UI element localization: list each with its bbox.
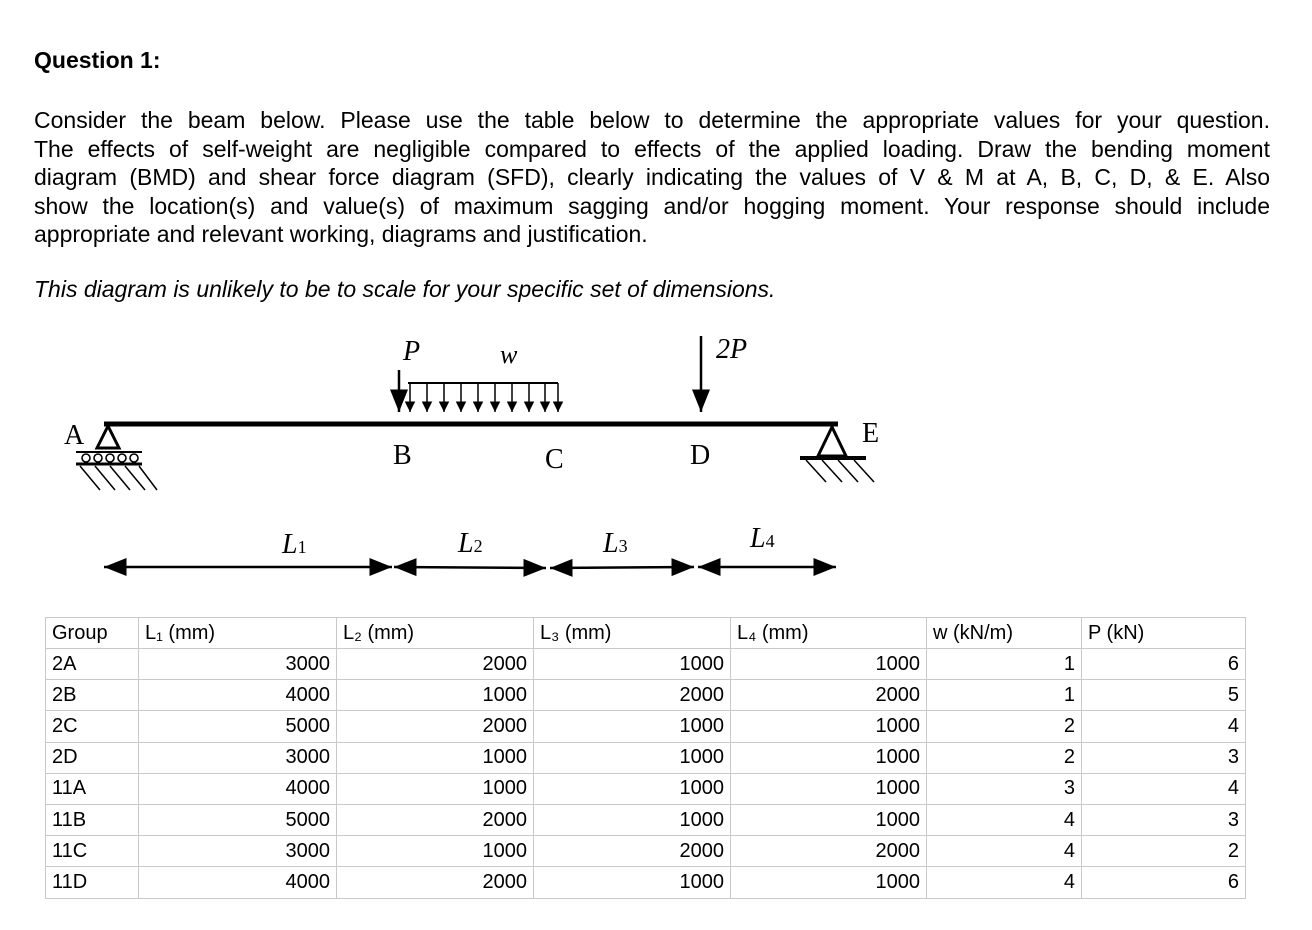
table-cell: 3 (1082, 804, 1246, 835)
parameters-table (45, 617, 1246, 899)
length-label-l4: L4 (750, 523, 775, 554)
table-row (46, 649, 1246, 680)
table-cell: 2B (46, 680, 139, 711)
point-label-a: A (64, 420, 85, 451)
table-cell: 11C (46, 836, 139, 867)
table-cell: 1000 (731, 649, 927, 680)
table-cell: 2 (927, 711, 1082, 742)
point-label-b: B (393, 440, 412, 471)
point-label-d: D (690, 440, 711, 471)
column-header: P (kN) (1082, 618, 1246, 649)
table-cell: 1000 (337, 773, 534, 804)
table-cell: 4 (927, 804, 1082, 835)
column-header: L₄ (mm) (731, 618, 927, 649)
beam-diagram (0, 330, 1312, 600)
column-header: L₂ (mm) (337, 618, 534, 649)
instructions-paragraph (34, 106, 1270, 249)
table-cell: 1000 (337, 680, 534, 711)
instructions-line: The effects of self-weight are negligible compared to effects of the applied loading. Draw the bending moment (34, 135, 1270, 162)
table-cell: 1000 (337, 836, 534, 867)
table-cell: 2000 (534, 836, 731, 867)
load-label-p: P (403, 336, 421, 367)
question-title: Question 1: (34, 47, 161, 73)
table-cell: 1000 (337, 742, 534, 773)
point-label-e: E (862, 418, 880, 449)
table-cell: 2000 (337, 649, 534, 680)
table-cell: 4 (927, 867, 1082, 898)
table-cell: 1000 (534, 711, 731, 742)
table-cell: 3 (927, 773, 1082, 804)
table-cell: 1000 (534, 867, 731, 898)
table-cell: 4000 (139, 680, 337, 711)
table-cell: 3 (1082, 742, 1246, 773)
table-cell: 6 (1082, 649, 1246, 680)
table-cell: 3000 (139, 649, 337, 680)
table-header-row (46, 618, 1246, 649)
table-cell: 4000 (139, 867, 337, 898)
table-cell: 2000 (534, 680, 731, 711)
table-row (46, 867, 1246, 898)
table-cell: 1000 (534, 742, 731, 773)
table-cell: 5 (1082, 680, 1246, 711)
roller-support-a (76, 426, 157, 490)
table-cell: 1000 (534, 649, 731, 680)
table-cell: 2A (46, 649, 139, 680)
table-cell: 2 (1082, 836, 1246, 867)
table-cell: 2000 (731, 680, 927, 711)
table-cell: 2D (46, 742, 139, 773)
table-cell: 4 (1082, 711, 1246, 742)
distributed-load-w (408, 383, 558, 412)
instructions-line: Consider the beam below. Please use the table below to determine the appropriate values for your question. (34, 107, 1270, 133)
table-row (46, 773, 1246, 804)
table-row (46, 711, 1246, 742)
table-row (46, 804, 1246, 835)
table-cell: 6 (1082, 867, 1246, 898)
instructions-line: diagram (BMD) and shear force diagram (SFD), clearly indicating the values of V & M at A, B, C, D, & E. Also (34, 164, 1270, 190)
load-label-2p: 2P (716, 334, 748, 365)
table-row (46, 836, 1246, 867)
length-label-l2: L2 (458, 528, 483, 559)
length-label-l3: L3 (603, 528, 628, 559)
column-header: w (kN/m) (927, 618, 1082, 649)
table-cell: 11A (46, 773, 139, 804)
table-cell: 2000 (731, 836, 927, 867)
table-cell: 1000 (731, 711, 927, 742)
table-cell: 3000 (139, 836, 337, 867)
table-cell: 2000 (337, 867, 534, 898)
instructions-line: appropriate and relevant working, diagrams and justification. (34, 221, 648, 247)
table-cell: 5000 (139, 711, 337, 742)
table-cell: 4 (927, 836, 1082, 867)
load-label-w: w (500, 340, 518, 369)
dimension-arrow-l3 (550, 567, 694, 568)
table-cell: 5000 (139, 804, 337, 835)
table-cell: 11D (46, 867, 139, 898)
dimension-arrow-l2 (394, 567, 546, 568)
table-cell: 1 (927, 649, 1082, 680)
column-header: L₁ (mm) (139, 618, 337, 649)
table-cell: 1 (927, 680, 1082, 711)
table-row (46, 680, 1246, 711)
table-cell: 1000 (534, 804, 731, 835)
column-header: Group (46, 618, 139, 649)
scale-note: This diagram is unlikely to be to scale for your specific set of dimensions. (34, 276, 776, 302)
table-cell: 1000 (731, 742, 927, 773)
point-label-c: C (545, 444, 564, 475)
table-cell: 1000 (731, 804, 927, 835)
instructions-line: show the location(s) and value(s) of maximum sagging and/or hogging moment. Your response should include (34, 192, 1270, 219)
table-row (46, 742, 1246, 773)
table-cell: 1000 (731, 773, 927, 804)
table-cell: 4 (1082, 773, 1246, 804)
table-cell: 2000 (337, 711, 534, 742)
table-cell: 4000 (139, 773, 337, 804)
table-cell: 11B (46, 804, 139, 835)
table-cell: 2C (46, 711, 139, 742)
length-label-l1: L1 (282, 529, 307, 560)
column-header: L₃ (mm) (534, 618, 731, 649)
table-cell: 2000 (337, 804, 534, 835)
table-cell: 1000 (731, 867, 927, 898)
table-cell: 2 (927, 742, 1082, 773)
table-cell: 3000 (139, 742, 337, 773)
table-cell: 1000 (534, 773, 731, 804)
